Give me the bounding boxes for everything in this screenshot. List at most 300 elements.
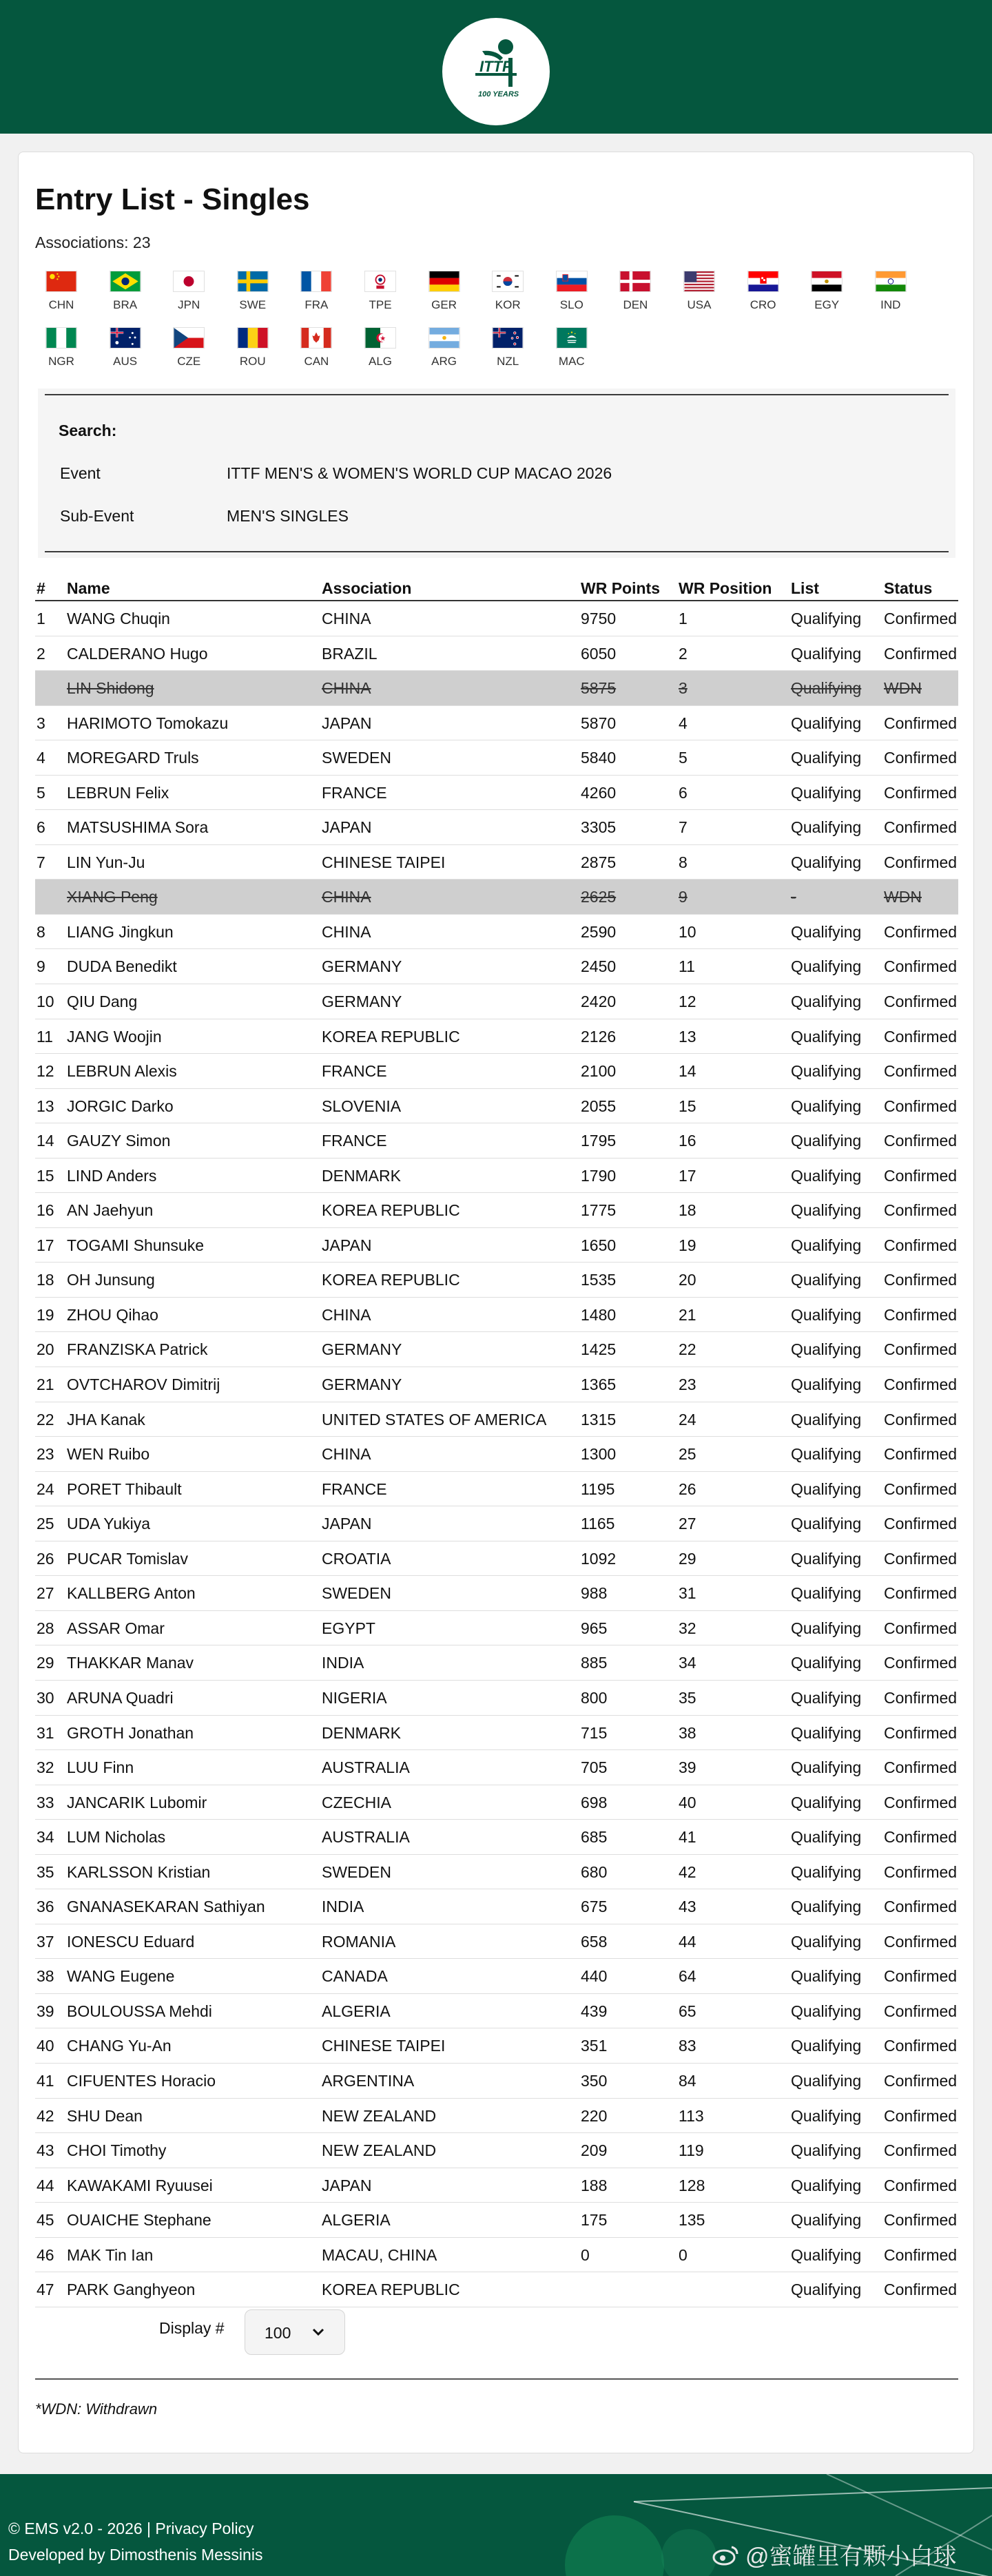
flag-egy[interactable]	[799, 271, 854, 312]
row-number: 5	[37, 783, 45, 802]
row-number: 4	[37, 749, 45, 767]
flag-ger[interactable]	[417, 271, 472, 312]
col-header-wr-position[interactable]: WR Position	[679, 579, 772, 597]
status: Confirmed	[884, 2141, 958, 2160]
table-row	[35, 949, 958, 984]
row-number: 43	[37, 2141, 54, 2160]
association: JAPAN	[322, 714, 372, 732]
row-number: 18	[37, 1271, 54, 1289]
association: AUSTRALIA	[322, 1758, 410, 1777]
wr-points: 5870	[581, 714, 617, 732]
wr-points: 188	[581, 2176, 608, 2194]
status: Confirmed	[884, 1305, 958, 1324]
row-number: 8	[37, 922, 45, 941]
row-number: 6	[37, 818, 45, 837]
table-row	[35, 1785, 958, 1820]
col-header-list[interactable]: List	[791, 579, 819, 597]
list-type: Qualifying	[791, 2245, 862, 2264]
wr-position: 3	[679, 679, 688, 698]
flag-code: KOR	[495, 298, 521, 311]
wr-points: 2055	[581, 1097, 617, 1115]
list-type: Qualifying	[791, 1898, 862, 1916]
header-band	[0, 0, 992, 134]
status: Confirmed	[884, 853, 958, 871]
player-name: LUM Nicholas	[67, 1828, 166, 1847]
flag-code: USA	[687, 298, 712, 311]
ittf-logo[interactable]	[442, 18, 550, 125]
status: Confirmed	[884, 2176, 958, 2194]
association: ARGENTINA	[322, 2071, 415, 2090]
player-name: LIN Yun-Ju	[67, 853, 145, 871]
flag-slo[interactable]	[544, 271, 599, 312]
flag-den[interactable]	[608, 271, 663, 312]
association: UNITED STATES OF AMERICA	[322, 1410, 547, 1429]
list-type: Qualifying	[791, 1097, 862, 1115]
player-name: WANG Chuqin	[67, 610, 170, 627]
flag-code: ALG	[368, 355, 393, 368]
player-name: LUU Finn	[67, 1758, 134, 1777]
row-number: 39	[37, 2002, 54, 2020]
wr-points: 5875	[581, 679, 617, 698]
association: NEW ZEALAND	[322, 2106, 437, 2125]
wr-points: 0	[581, 2245, 590, 2264]
status: Confirmed	[884, 2211, 958, 2230]
row-number: 9	[37, 957, 45, 976]
status: Confirmed	[884, 1932, 958, 1951]
wr-points: 209	[581, 2141, 608, 2160]
player-name: GNANASEKARAN Sathiyan	[67, 1898, 265, 1916]
player-name: HARIMOTO Tomokazu	[67, 714, 229, 732]
table-row	[35, 1332, 958, 1367]
flag-aus-icon	[110, 327, 141, 349]
list-type: Qualifying	[791, 679, 862, 698]
table-row	[35, 1193, 958, 1228]
player-name: BOULOUSSA Mehdi	[67, 2002, 212, 2020]
wr-points: 685	[581, 1828, 608, 1847]
status: Confirmed	[884, 957, 958, 976]
flag-tpe[interactable]	[353, 271, 408, 312]
player-name: ZHOU Qihao	[67, 1305, 158, 1324]
wr-points: 220	[581, 2106, 608, 2125]
list-type: Qualifying	[791, 1549, 862, 1568]
flag-cro-icon	[747, 271, 779, 292]
player-name: MATSUSHIMA Sora	[67, 818, 209, 837]
status: Confirmed	[884, 1097, 958, 1115]
list-type: Qualifying	[791, 1758, 862, 1777]
wr-position: 83	[679, 2037, 696, 2055]
row-number: 19	[37, 1305, 54, 1324]
list-type: Qualifying	[791, 714, 862, 732]
flag-kor-icon	[492, 271, 524, 292]
wr-points: 2875	[581, 853, 617, 871]
player-name: XIANG Peng	[67, 888, 158, 906]
flag-den-icon	[619, 271, 651, 292]
player-name: GAUZY Simon	[67, 1132, 171, 1150]
association: MACAU, CHINA	[322, 2245, 437, 2264]
flag-swe[interactable]	[225, 271, 280, 312]
table-row	[35, 1089, 958, 1124]
list-type: Qualifying	[791, 2281, 862, 2299]
player-name: KARLSSON Kristian	[67, 1862, 211, 1881]
table-row	[35, 601, 958, 636]
row-number: 12	[37, 1062, 54, 1081]
wr-position: 17	[679, 1166, 696, 1185]
wr-points: 9750	[581, 610, 617, 627]
wr-position: 27	[679, 1515, 696, 1533]
table-row	[35, 915, 958, 950]
flag-fra[interactable]	[289, 271, 344, 312]
wr-position: 40	[679, 1793, 696, 1811]
wr-position: 31	[679, 1584, 696, 1603]
wr-position: 29	[679, 1549, 696, 1568]
row-number: 31	[37, 1723, 54, 1742]
flag-nzl[interactable]	[480, 327, 535, 368]
player-name: OUAICHE Stephane	[67, 2211, 211, 2230]
flag-cze[interactable]	[161, 327, 216, 368]
flag-cze-icon	[173, 327, 205, 349]
table-row	[35, 636, 958, 672]
wr-position: 19	[679, 1236, 696, 1254]
col-header-wr-points[interactable]: WR Points	[581, 579, 660, 597]
player-name: TOGAMI Shunsuke	[67, 1236, 204, 1254]
player-name: LEBRUN Felix	[67, 783, 169, 802]
wr-points: 1650	[581, 1236, 617, 1254]
association: INDIA	[322, 1898, 364, 1916]
player-name: ARUNA Quadri	[67, 1688, 174, 1707]
status: Confirmed	[884, 610, 958, 627]
wr-points: 1092	[581, 1549, 617, 1568]
association: AUSTRALIA	[322, 1828, 410, 1847]
status: Confirmed	[884, 2106, 958, 2125]
svg-text:ITTF: ITTF	[479, 58, 512, 75]
association: ALGERIA	[322, 2211, 391, 2230]
status: Confirmed	[884, 1619, 958, 1637]
flag-code: DEN	[623, 298, 648, 311]
wr-position: 43	[679, 1898, 696, 1916]
table-row	[35, 1228, 958, 1263]
display-count-select[interactable]	[245, 2309, 345, 2355]
privacy-policy-link[interactable]: Privacy Policy	[155, 2520, 254, 2537]
list-type: Qualifying	[791, 1932, 862, 1951]
table-row	[35, 2064, 958, 2099]
flag-mac[interactable]	[544, 327, 599, 368]
wr-points: 885	[581, 1654, 608, 1672]
flag-code: FRA	[304, 298, 329, 311]
table-row	[35, 1681, 958, 1716]
wr-position: 41	[679, 1828, 696, 1847]
event-label: Event	[60, 464, 101, 482]
wr-position: 10	[679, 922, 696, 941]
table-body	[35, 601, 958, 2307]
wr-points: 1165	[581, 1515, 615, 1533]
wr-position: 113	[679, 2106, 704, 2125]
list-type: Qualifying	[791, 2037, 862, 2055]
wr-points: 351	[581, 2037, 608, 2055]
player-name: ASSAR Omar	[67, 1619, 165, 1637]
wr-position: 65	[679, 2002, 696, 2020]
list-type: Qualifying	[791, 1375, 862, 1394]
association: CHINA	[322, 888, 371, 906]
wr-position: 8	[679, 853, 688, 871]
player-name: JHA Kanak	[67, 1410, 145, 1429]
search-heading: Search:	[59, 422, 117, 439]
table-row	[35, 1541, 958, 1577]
flag-usa[interactable]	[672, 271, 727, 312]
entry-table	[35, 572, 958, 2307]
table-row	[35, 984, 958, 1019]
status: Confirmed	[884, 1062, 958, 1081]
association: CHINESE TAIPEI	[322, 2037, 446, 2055]
player-name: LIN Shidong	[67, 679, 154, 698]
weibo-watermark	[712, 2537, 957, 2571]
player-name: WANG Eugene	[67, 1967, 175, 1986]
table-row	[35, 1263, 958, 1298]
table-row	[35, 2028, 958, 2064]
row-number: 42	[37, 2106, 54, 2125]
status: Confirmed	[884, 1166, 958, 1185]
row-number: 41	[37, 2071, 54, 2090]
status: Confirmed	[884, 1828, 958, 1847]
divider	[45, 394, 949, 395]
wr-points: 350	[581, 2071, 608, 2090]
table-row	[35, 1611, 958, 1646]
status: Confirmed	[884, 1479, 958, 1498]
player-name: PUCAR Tomislav	[67, 1549, 188, 1568]
status: Confirmed	[884, 1793, 958, 1811]
association: JAPAN	[322, 2176, 372, 2194]
display-count-value: 100	[265, 2324, 291, 2342]
flag-ind[interactable]	[863, 271, 918, 312]
footer-copyright-text: © EMS v2.0 - 2026 |	[8, 2520, 156, 2537]
player-name: IONESCU Eduard	[67, 1932, 195, 1951]
wr-position: 2	[679, 644, 688, 663]
association: EGYPT	[322, 1619, 375, 1637]
flag-rou[interactable]	[225, 327, 280, 368]
wr-points: 4260	[581, 783, 617, 802]
wr-points: 1535	[581, 1271, 617, 1289]
wr-points: 1365	[581, 1375, 617, 1394]
flag-can[interactable]	[289, 327, 344, 368]
wr-position: 23	[679, 1375, 696, 1394]
list-type: Qualifying	[791, 1793, 862, 1811]
entry-list-card	[18, 152, 974, 2453]
wr-position: 44	[679, 1932, 696, 1951]
flag-ind-icon	[875, 271, 907, 292]
association: ROMANIA	[322, 1932, 396, 1951]
association: JAPAN	[322, 1236, 372, 1254]
event-value: ITTF MEN'S & WOMEN'S WORLD CUP MACAO 2026	[227, 464, 612, 482]
association: SWEDEN	[322, 1584, 391, 1603]
association: SWEDEN	[322, 1862, 391, 1881]
status: Confirmed	[884, 1445, 958, 1464]
table-row	[35, 1994, 958, 2029]
wr-position: 119	[679, 2141, 704, 2160]
status: Confirmed	[884, 644, 958, 663]
list-type: Qualifying	[791, 922, 862, 941]
list-type: Qualifying	[791, 1132, 862, 1150]
player-name: OH Junsung	[67, 1271, 155, 1289]
col-header-association[interactable]: Association	[322, 579, 412, 597]
list-type: Qualifying	[791, 957, 862, 976]
association: CROATIA	[322, 1549, 391, 1568]
wr-points: 1195	[581, 1479, 615, 1498]
flag-ngr[interactable]	[34, 327, 89, 368]
table-row	[35, 1750, 958, 1785]
player-name: SHU Dean	[67, 2106, 143, 2125]
flag-arg[interactable]	[417, 327, 472, 368]
row-number: 14	[37, 1132, 54, 1150]
wr-points: 3305	[581, 818, 617, 837]
row-number: 10	[37, 993, 54, 1011]
status: Confirmed	[884, 1584, 958, 1603]
association: GERMANY	[322, 1375, 402, 1394]
player-name: CHANG Yu-An	[67, 2037, 172, 2055]
association: ALGERIA	[322, 2002, 391, 2020]
col-header-num[interactable]: #	[37, 579, 45, 597]
status: WDN	[884, 888, 922, 906]
table-row	[35, 2272, 958, 2307]
row-number: 33	[37, 1793, 54, 1811]
list-type: Qualifying	[791, 644, 862, 663]
association: CHINA	[322, 922, 371, 941]
wdn-legend: *WDN: Withdrawn	[35, 2400, 158, 2418]
status: Confirmed	[884, 1688, 958, 1707]
wr-points: 2625	[581, 888, 617, 906]
status: Confirmed	[884, 1271, 958, 1289]
status: Confirmed	[884, 1898, 958, 1916]
association: DENMARK	[322, 1166, 402, 1185]
status: Confirmed	[884, 1758, 958, 1777]
player-name: DUDA Benedikt	[67, 957, 177, 976]
wr-points: 1300	[581, 1445, 617, 1464]
row-number: 30	[37, 1688, 54, 1707]
list-type: Qualifying	[791, 1236, 862, 1254]
display-count-label: Display #	[159, 2319, 225, 2337]
table-row	[35, 1437, 958, 1472]
wr-points: 2126	[581, 1027, 617, 1046]
page-title: Entry List - Singles	[35, 183, 310, 216]
wr-points: 705	[581, 1758, 608, 1777]
flag-usa-icon	[683, 271, 715, 292]
list-type: Qualifying	[791, 1515, 862, 1533]
wr-points: 440	[581, 1967, 608, 1986]
flag-bra[interactable]	[98, 271, 153, 312]
association: GERMANY	[322, 993, 402, 1011]
association: JAPAN	[322, 1515, 372, 1533]
col-header-status[interactable]: Status	[884, 579, 933, 597]
wr-points: 175	[581, 2211, 608, 2230]
flag-jpn-icon	[173, 271, 205, 292]
player-name: PORET Thibault	[67, 1479, 182, 1498]
wr-position: 42	[679, 1862, 696, 1881]
table-row	[35, 1855, 958, 1890]
list-type: Qualifying	[791, 1967, 862, 1986]
flag-mac-icon	[556, 327, 588, 349]
wr-position: 18	[679, 1201, 696, 1220]
association: NIGERIA	[322, 1688, 387, 1707]
flag-code: EGY	[814, 298, 840, 311]
flag-code: BRA	[113, 298, 138, 311]
row-number: 34	[37, 1828, 54, 1847]
list-type: Qualifying	[791, 2071, 862, 2090]
row-number: 15	[37, 1166, 54, 1185]
list-type: Qualifying	[791, 1445, 862, 1464]
status: Confirmed	[884, 2037, 958, 2055]
list-type: Qualifying	[791, 1862, 862, 1881]
wr-points: 800	[581, 1688, 608, 1707]
row-number: 22	[37, 1410, 54, 1429]
flag-aus[interactable]	[98, 327, 153, 368]
status: Confirmed	[884, 1862, 958, 1881]
row-number: 23	[37, 1445, 54, 1464]
flag-jpn[interactable]	[161, 271, 216, 312]
list-type: Qualifying	[791, 1340, 862, 1359]
flag-fra-icon	[300, 271, 332, 292]
association: DENMARK	[322, 1723, 402, 1742]
wr-position: 32	[679, 1619, 696, 1637]
flag-rou-icon	[237, 327, 269, 349]
player-name: MAK Tin Ian	[67, 2245, 154, 2264]
flag-kor[interactable]	[480, 271, 535, 312]
table-row	[35, 845, 958, 880]
flag-code: CZE	[177, 355, 201, 368]
wr-points: 6050	[581, 644, 617, 663]
flag-cro[interactable]	[736, 271, 791, 312]
player-name: JANG Woojin	[67, 1027, 162, 1046]
flag-alg[interactable]	[353, 327, 408, 368]
status: Confirmed	[884, 818, 958, 837]
col-header-name[interactable]: Name	[67, 579, 110, 597]
wr-points: 2420	[581, 993, 617, 1011]
row-number: 16	[37, 1201, 54, 1220]
row-number: 13	[37, 1097, 54, 1115]
association: FRANCE	[322, 783, 387, 802]
wr-position: 84	[679, 2071, 696, 2090]
row-number: 28	[37, 1619, 54, 1637]
flag-egy-icon	[811, 271, 843, 292]
wr-position: 26	[679, 1479, 696, 1498]
list-type: Qualifying	[791, 2106, 862, 2125]
flag-ger-icon	[428, 271, 460, 292]
association: CHINA	[322, 610, 371, 627]
wr-position: 38	[679, 1723, 696, 1742]
association: FRANCE	[322, 1062, 387, 1081]
row-number: 36	[37, 1898, 54, 1916]
status: Confirmed	[884, 1236, 958, 1254]
status: Confirmed	[884, 1340, 958, 1359]
list-type: Qualifying	[791, 2176, 862, 2194]
flag-chn[interactable]	[34, 271, 89, 312]
table-header	[35, 572, 958, 601]
wr-position: 13	[679, 1027, 696, 1046]
wr-position: 9	[679, 888, 688, 906]
table-row	[35, 1019, 958, 1055]
wr-points: 1775	[581, 1201, 617, 1220]
table-row	[35, 740, 958, 776]
row-number: 1	[37, 610, 45, 627]
association: SLOVENIA	[322, 1097, 402, 1115]
list-type: Qualifying	[791, 749, 862, 767]
association: FRANCE	[322, 1132, 387, 1150]
status: Confirmed	[884, 1410, 958, 1429]
association: CHINESE TAIPEI	[322, 853, 446, 871]
player-name: LEBRUN Alexis	[67, 1062, 177, 1081]
wr-points: 1790	[581, 1166, 617, 1185]
list-type: Qualifying	[791, 1410, 862, 1429]
list-type: Qualifying	[791, 610, 862, 627]
row-number: 29	[37, 1654, 54, 1672]
wr-points: 5840	[581, 749, 617, 767]
